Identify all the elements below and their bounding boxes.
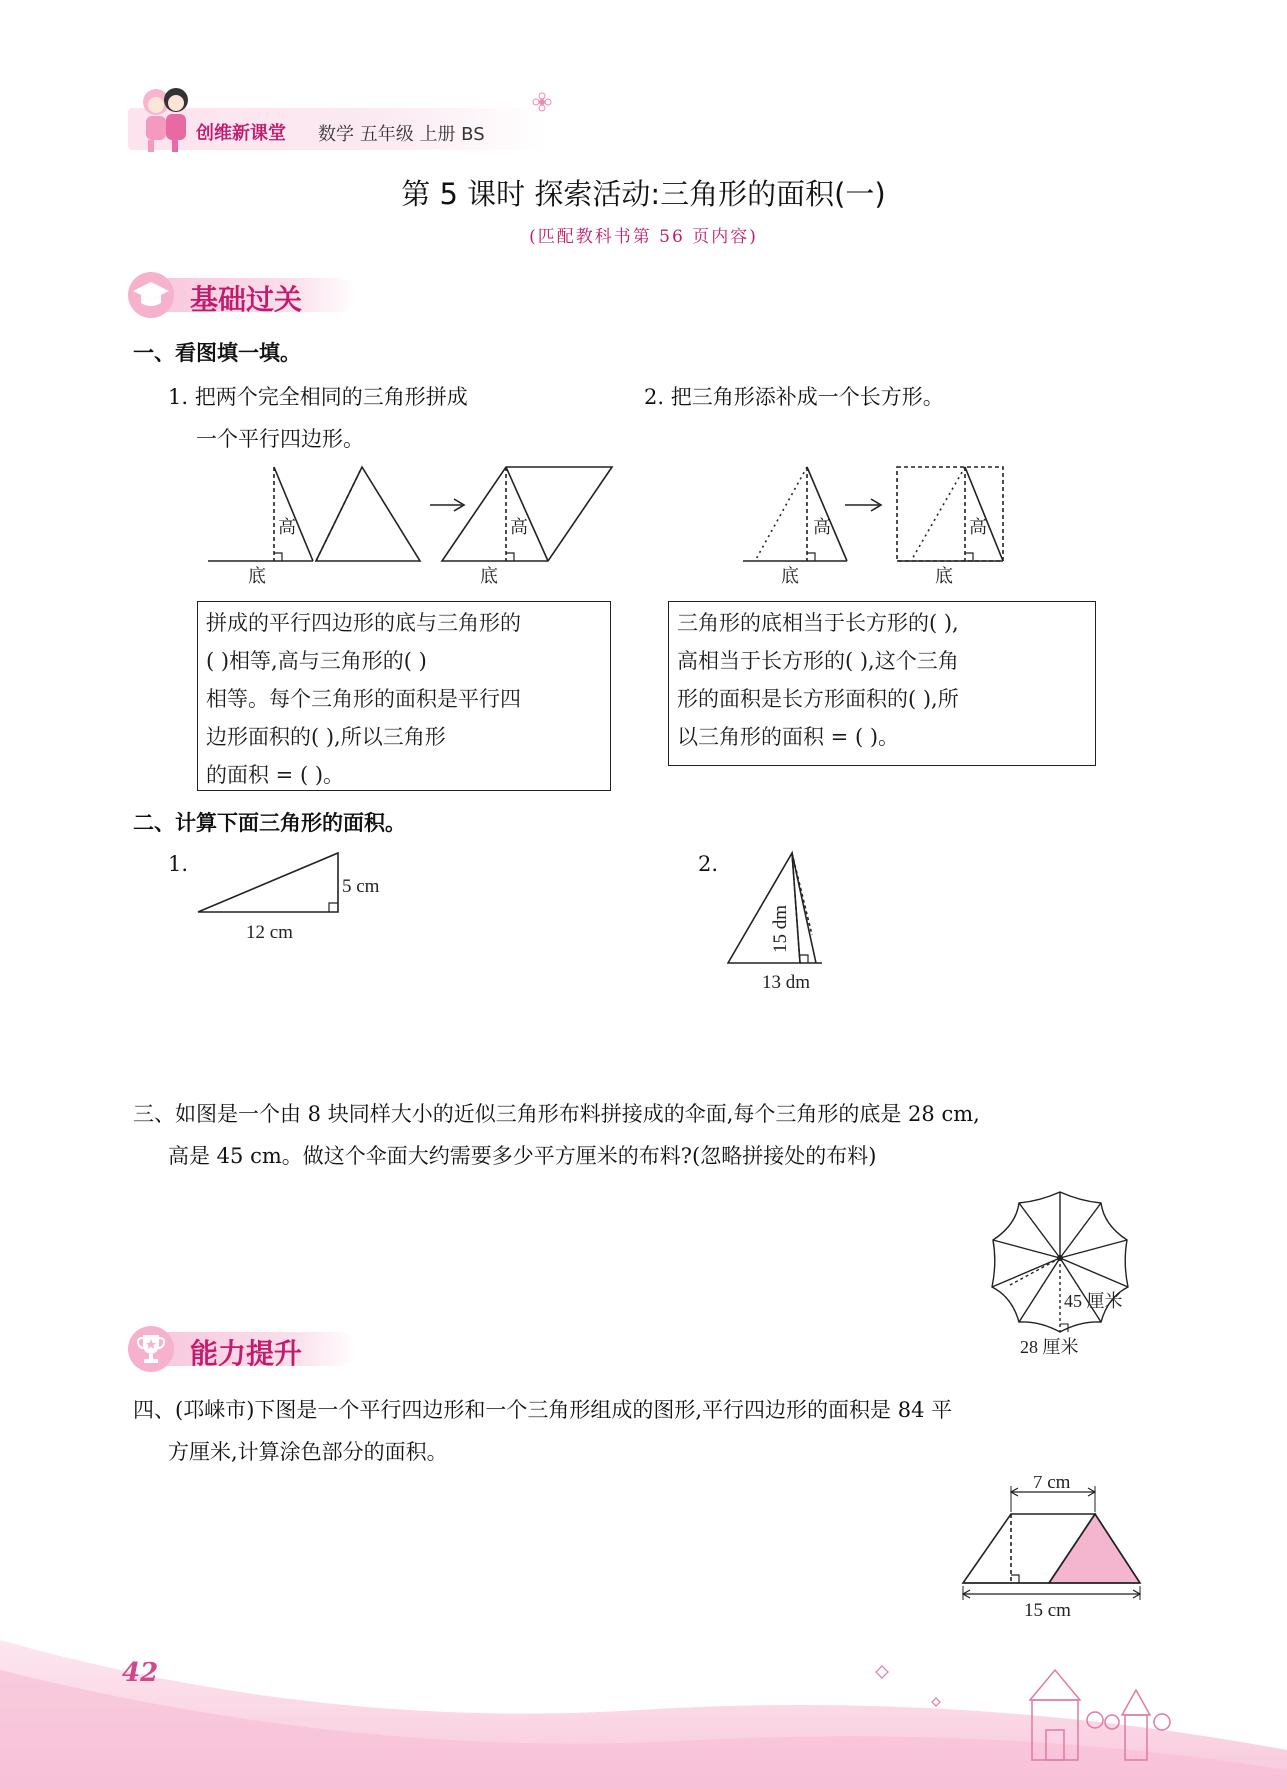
brand-name: 创维新课堂	[196, 123, 286, 144]
fig2-base-label-b: 底	[935, 566, 953, 585]
q1-answer-box-1	[197, 601, 611, 791]
q4-bottom-label: 15 cm	[1024, 1600, 1071, 1621]
q2-t2-base-label: 13 dm	[762, 972, 811, 993]
box2-line-4: 以三角形的面积 = ( )。	[677, 725, 900, 749]
lesson-title: 第 5 课时 探索活动:三角形的面积(一)	[401, 177, 886, 211]
lesson-subtitle: (匹配教科书第 56 页内容)	[529, 227, 758, 247]
q1-item1-line1: 1. 把两个完全相同的三角形拼成	[168, 385, 468, 409]
footer-wave-decoration	[0, 1600, 1287, 1789]
q3-base-label: 28 厘米	[1020, 1337, 1079, 1357]
q2-triangle-1	[190, 845, 410, 945]
fig2-high-label-a: 高	[813, 517, 831, 538]
box1-line-5: 的面积 = ( )。	[206, 763, 345, 787]
fig2-base-label-a: 底	[781, 566, 799, 585]
q4-line-1: 四、(邛崃市)下图是一个平行四边形和一个三角形组成的图形,平行四边形的面积是 84 平	[133, 1398, 953, 1422]
q3-line-1: 三、如图是一个由 8 块同样大小的近似三角形布料拼接成的伞面,每个三角形的底是 28 cm,	[133, 1102, 980, 1126]
q3-height-label: 45 厘米	[1064, 1291, 1123, 1311]
q1-answer-box-2	[668, 601, 1096, 766]
section-title-advanced: 能力提升	[190, 1337, 303, 1370]
box1-line-2: ( )相等,高与三角形的( )	[206, 649, 427, 673]
q2-t1-height-label: 5 cm	[342, 876, 380, 897]
box1-line-3: 相等。每个三角形的面积是平行四	[206, 687, 521, 711]
q2-heading: 二、计算下面三角形的面积。	[133, 810, 406, 835]
q1-figure-parallelogram	[200, 455, 620, 585]
section-banner-advanced	[128, 1326, 358, 1372]
q3-umbrella-figure	[980, 1185, 1150, 1360]
q1-item1-line2: 一个平行四边形。	[196, 427, 364, 451]
page-number: 42	[122, 1658, 159, 1688]
mascot-girls-icon	[126, 80, 198, 154]
q1-figure-rectangle	[735, 455, 1020, 585]
q2-t2-height-label: 15 dm	[770, 904, 791, 953]
box2-line-2: 高相当于长方形的( ),这个三角	[677, 649, 959, 673]
q4-shaded-triangle	[1049, 1514, 1140, 1583]
fig1-high-label-a: 高	[278, 517, 296, 538]
box1-line-1: 拼成的平行四边形的底与三角形的	[206, 611, 521, 635]
fig1-base-label-a: 底	[248, 566, 266, 585]
fig1-base-label-b: 底	[480, 566, 498, 585]
box2-line-1: 三角形的底相当于长方形的( ),	[677, 611, 959, 635]
q1-item2-text: 2. 把三角形添补成一个长方形。	[644, 385, 944, 409]
flower-icon	[532, 92, 552, 112]
q2-t1-base-label: 12 cm	[246, 922, 293, 943]
q1-heading: 一、看图填一填。	[133, 340, 301, 365]
box2-line-3: 形的面积是长方形面积的( ),所	[677, 687, 959, 711]
q2-triangle-2	[720, 845, 840, 1005]
q2-item1-number: 1.	[168, 852, 189, 876]
graduation-cap-icon	[132, 280, 170, 310]
trophy-icon	[135, 1332, 167, 1366]
header-subject: 数学 五年级 上册 BS	[318, 124, 485, 145]
section-banner-basic	[128, 272, 358, 318]
section-title-basic: 基础过关	[190, 283, 303, 316]
q3-line-2: 高是 45 cm。做这个伞面大约需要多少平方厘米的布料?(忽略拼接处的布料)	[168, 1144, 877, 1168]
q2-item2-number: 2.	[698, 852, 719, 876]
fig2-high-label-b: 高	[969, 517, 987, 538]
q4-top-label: 7 cm	[1033, 1476, 1071, 1493]
fig1-high-label-b: 高	[510, 517, 528, 538]
box1-line-4: 边形面积的( ),所以三角形	[206, 725, 446, 749]
q4-line-2: 方厘米,计算涂色部分的面积。	[168, 1440, 448, 1464]
